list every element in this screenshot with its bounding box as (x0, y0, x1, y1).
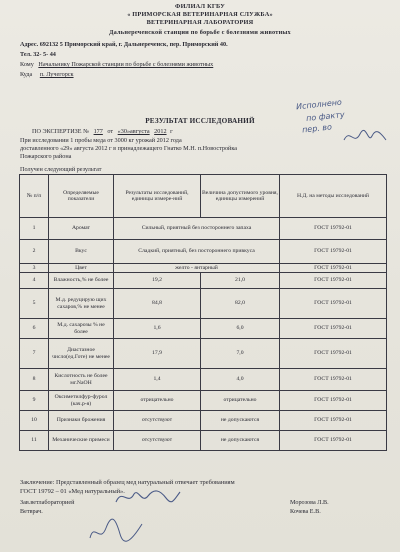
row-result: Сильный, приятный без постороннего запаха (114, 218, 280, 240)
results-table (19, 174, 387, 451)
expertise-g: г (170, 128, 173, 135)
intro-line3: Пожарского района (20, 153, 72, 160)
row-indicator: Влажность,% не более (49, 273, 114, 289)
org-station: Дальнереченской станции по борьбе с болезнями животных (109, 29, 291, 36)
org-branch: ФИЛИАЛ КГБУ (174, 3, 226, 10)
row-limit: не допускаются (201, 411, 280, 431)
row-method: ГОСТ 19792-01 (280, 411, 387, 431)
signature-right-name1: Морозова Л.В. (290, 499, 329, 506)
col-header-number: № п/п (20, 175, 49, 218)
row-method: ГОСТ 19792-01 (280, 369, 387, 391)
col-header-indicator: Определяемые показатели (49, 175, 114, 218)
intro-line2: доставленного «29» августа 2012 г в принадлежащего Гнатко М.Н. п.Новостройка (20, 145, 238, 152)
row-number: 9 (20, 391, 49, 411)
row-number: 6 (20, 319, 49, 339)
row-number: 4 (20, 273, 49, 289)
table-row (20, 319, 387, 339)
table-row (20, 339, 387, 369)
row-indicator: Оксиметилфур-фурол (кач.р-я) (49, 391, 114, 411)
org-address: Адрес. 692132 5 Приморский край, г. Дальнереченск, пер. Приморский 40. (20, 41, 228, 48)
row-number: 8 (20, 369, 49, 391)
handwritten-signature-head (112, 486, 182, 508)
row-result: 84,8 (114, 289, 201, 319)
signature-left-role: Ветврач. (20, 508, 43, 515)
row-result: 1,4 (114, 369, 201, 391)
row-number: 1 (20, 218, 49, 240)
handwritten-signature-vet (86, 516, 146, 546)
row-indicator: Кислотность не более мг.NaOH (49, 369, 114, 391)
table-row (20, 264, 387, 273)
results-label: Получен следующий результат (20, 166, 102, 173)
expertise-line (32, 128, 173, 135)
row-number: 5 (20, 289, 49, 319)
recipient-where-label: Куда (20, 71, 33, 78)
signature-left-title: Зав.ветлабораторией (20, 499, 75, 506)
row-number: 11 (20, 431, 49, 451)
col-header-limit: Величина допустимого уровня, единицы измерений (201, 175, 280, 218)
conclusion-line2: ГОСТ 19792 – 01 «Мед натуральный». (20, 488, 125, 495)
expertise-number: 177 (93, 128, 103, 135)
handwritten-note-line3: пер. во (301, 122, 333, 135)
recipient-where-value: п. Лучегорск (39, 71, 74, 78)
row-result: желто - янтарный (114, 264, 280, 273)
org-phone: Тел. 32- 5- 44 (20, 51, 56, 58)
row-indicator: Цвет (49, 264, 114, 273)
row-indicator: Диастазное число(ед.Готе) не менее (49, 339, 114, 369)
row-method: ГОСТ 19792-01 (280, 218, 387, 240)
intro-line1: При исследовании 1 пробы меда от 3000 кг урожай 2012 года (20, 137, 182, 144)
table-row (20, 218, 387, 240)
row-number: 10 (20, 411, 49, 431)
col-header-method: Н.Д. на методы исследований (280, 175, 387, 218)
table-row (20, 411, 387, 431)
row-number: 7 (20, 339, 49, 369)
handwritten-note-line1: Исполнено (295, 97, 343, 112)
row-limit: 82,0 (201, 289, 280, 319)
row-method: ГОСТ 19792-01 (280, 240, 387, 264)
row-indicator: Аромат (49, 218, 114, 240)
col-header-result: Результаты исследований, единицы измере-ний (114, 175, 201, 218)
row-number: 3 (20, 264, 49, 273)
row-result: 19,2 (114, 273, 201, 289)
row-result: отсутствуют (114, 411, 201, 431)
org-lab: ВЕТЕРИНАРНАЯ ЛАБОРАТОРИЯ (146, 19, 254, 26)
table-row (20, 289, 387, 319)
row-limit: 6,0 (201, 319, 280, 339)
signature-right-name2: Кочева Е.В. (290, 508, 321, 515)
row-method: ГОСТ 19792-01 (280, 339, 387, 369)
row-limit: 4,0 (201, 369, 280, 391)
expertise-from: от (107, 128, 114, 135)
recipient-to-label: Кому (20, 61, 34, 68)
row-indicator: Вкус (49, 240, 114, 264)
row-indicator: Признаки брожения (49, 411, 114, 431)
table-row (20, 391, 387, 411)
table-row (20, 369, 387, 391)
row-limit: не допускаются (201, 431, 280, 451)
document-title: РЕЗУЛЬТАТ ИССЛЕДОВАНИЙ (145, 117, 255, 125)
table-row (20, 240, 387, 264)
table-row (20, 431, 387, 451)
row-result: Сладкий, приятный, без постороннего привкуса (114, 240, 280, 264)
row-indicator: М.д. редуцирую щих сахаров,% не менее (49, 289, 114, 319)
row-method: ГОСТ 19792-01 (280, 273, 387, 289)
recipient-where (20, 71, 74, 78)
row-number: 2 (20, 240, 49, 264)
org-name: « ПРИМОРСКАЯ ВЕТЕРИНАРНАЯ СЛУЖБА» (127, 11, 273, 18)
recipient-to (20, 61, 213, 68)
row-indicator: Механические примеси (49, 431, 114, 451)
row-limit: 21,0 (201, 273, 280, 289)
handwritten-note-line2: по факту (305, 110, 346, 123)
row-result: 17,9 (114, 339, 201, 369)
row-result: 1,6 (114, 319, 201, 339)
row-limit: 7,0 (201, 339, 280, 369)
expertise-year: 2012 (154, 128, 167, 135)
table-header-row (20, 175, 387, 218)
expertise-prefix: ПО ЭКСПЕРТИЗЕ № (32, 128, 90, 135)
row-limit: отрицательно (201, 391, 280, 411)
expertise-date: «30»августа (117, 128, 150, 135)
row-method: ГОСТ 19792-01 (280, 431, 387, 451)
conclusion-line1: Заключение: Представленный образец мед натуральный отвечает требованиям (20, 479, 235, 486)
row-result: отсутствуют (114, 431, 201, 451)
handwritten-signature-top (342, 126, 388, 150)
row-indicator: М.д. сахарозы % не более (49, 319, 114, 339)
row-method: ГОСТ 19792-01 (280, 264, 387, 273)
row-method: ГОСТ 19792-01 (280, 391, 387, 411)
recipient-to-value: Начальнику Пожарской станции по борьбе с болезнями животных (38, 61, 214, 68)
row-method: ГОСТ 19792-01 (280, 319, 387, 339)
row-method: ГОСТ 19792-01 (280, 289, 387, 319)
table-row (20, 273, 387, 289)
row-result: отрицательно (114, 391, 201, 411)
